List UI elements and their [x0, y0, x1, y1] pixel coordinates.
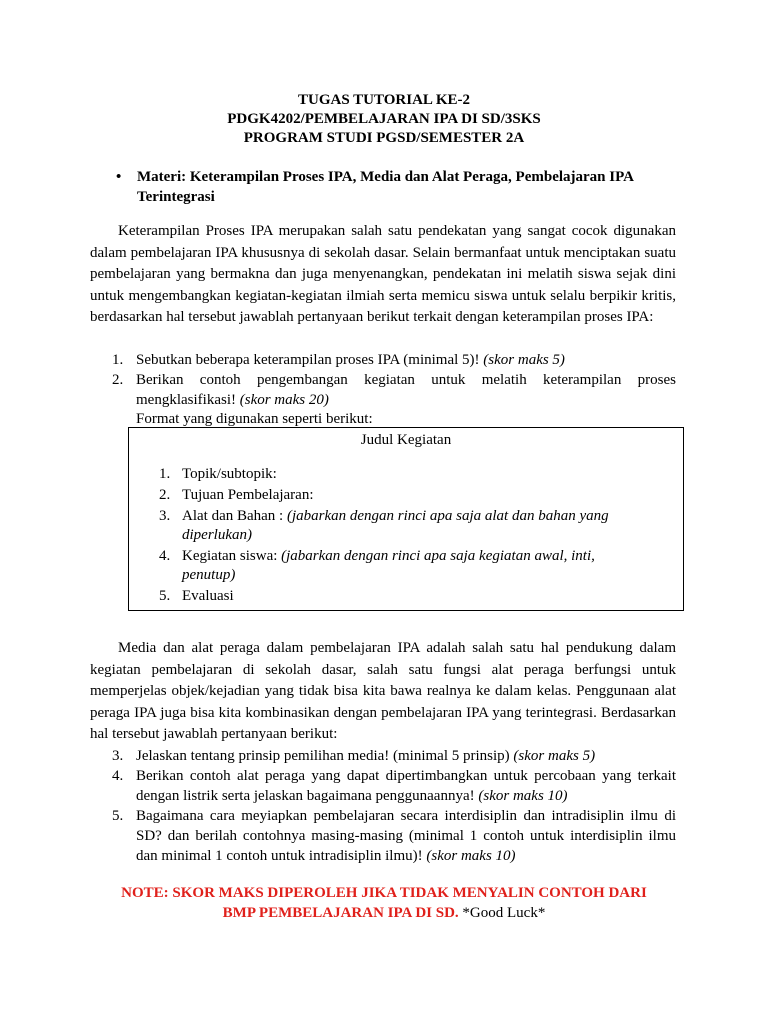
question-number: 4.	[112, 768, 124, 784]
question-text: Bagaimana cara meyiapkan pembelajaran secara interdisiplin dan intradisiplin ilmu di SD? dan berilah contohnya masing-masing (minimal 1 contoh untuk interdisiplin ilmu dan minimal 1 contoh untuk intradisiplin ilmu)!	[136, 808, 676, 864]
box-list-item	[129, 547, 683, 585]
question-score: (skor maks 10)	[478, 788, 568, 804]
question-number: 1.	[112, 352, 124, 368]
question-number: 5.	[112, 808, 124, 824]
question-list-1	[90, 350, 676, 410]
box-item-number: 5.	[159, 588, 171, 604]
question-item	[90, 806, 676, 866]
note-block	[0, 883, 768, 923]
question-list-2	[90, 746, 676, 866]
box-item-number: 4.	[159, 548, 171, 564]
media-paragraph: Media dan alat peraga dalam pembelajaran IPA adalah salah satu hal pendukung dalam kegiatan pembelajaran di sekolah dasar, salah satu fungsi alat peraga berfungsi untuk memperjelas objek/kejadian yang tidak bisa kita bawa realnya ke dalam kelas. Penggunaan alat peraga IPA juga bisa kita kombinasikan dengan pembelajaran IPA yang terintegrasi. Berdasarkan hal tersebut jawablah pertanyaan berikut:	[90, 640, 676, 743]
box-list-item	[129, 486, 683, 505]
question-item	[90, 350, 676, 370]
box-list	[129, 465, 683, 608]
box-item-number: 1.	[159, 466, 171, 482]
note-line-2	[0, 903, 768, 923]
document-header	[0, 91, 768, 148]
box-list-item	[129, 587, 683, 606]
header-title: TUGAS TUTORIAL KE-2	[298, 92, 470, 108]
header-course: PDGK4202/PEMBELAJARAN IPA DI SD/3SKS	[227, 111, 541, 127]
bullet-icon: •	[116, 169, 122, 185]
box-item-number: 2.	[159, 487, 171, 503]
question-text: Sebutkan beberapa keterampilan proses IPA (minimal 5)!	[136, 352, 484, 368]
question-score: (skor maks 5)	[513, 748, 596, 764]
box-item-note: (jabarkan dengan rinci apa saja kegiatan awal, inti, penutup)	[182, 548, 595, 583]
materi-bullet-item	[116, 167, 676, 207]
intro-paragraph: Keterampilan Proses IPA merupakan salah satu pendekatan yang sangat cocok digunakan dalam pembelajaran IPA khususnya di sekolah dasar. Selain bermanfaat untuk menciptakan suatu pembelajaran yang bermakna dan juga menyenangkan, pendekatan ini melatih siswa sejak dini untuk mengembangkan kegiatan-kegiatan ilmiah serta memicu siswa untuk selalu berpikir kritis, berdasarkan hal tersebut jawablah pertanyaan berikut terkait dengan keterampilan proses IPA:	[90, 223, 676, 326]
box-item-note: (jabarkan dengan rinci apa saja alat dan bahan yang diperlukan)	[182, 508, 609, 543]
header-program: PROGRAM STUDI PGSD/SEMESTER 2A	[243, 130, 525, 146]
box-item-text: Tujuan Pembelajaran:	[182, 487, 314, 503]
note-line-2-text: BMP PEMBELAJARAN IPA DI SD.	[222, 905, 459, 921]
box-item-text: Evaluasi	[182, 588, 234, 604]
good-luck-text: *Good Luck*	[458, 905, 546, 921]
question-number: 2.	[112, 372, 124, 388]
question-text: Berikan contoh pengembangan kegiatan untuk melatih keterampilan proses mengklasifikasi!	[136, 372, 676, 408]
box-item-number: 3.	[159, 508, 171, 524]
materi-text: Materi: Keterampilan Proses IPA, Media dan Alat Peraga, Pembelajaran IPA Terintegrasi	[137, 169, 634, 205]
note-line-1: NOTE: SKOR MAKS DIPEROLEH JIKA TIDAK MENYALIN CONTOH DARI	[121, 885, 647, 901]
question-item	[90, 746, 676, 766]
question-text: Jelaskan tentang prinsip pemilihan media! (minimal 5 prinsip)	[136, 748, 514, 764]
format-box	[128, 427, 684, 611]
box-list-item	[129, 507, 683, 545]
question-item	[90, 766, 676, 806]
question-item	[90, 370, 676, 410]
box-title: Judul Kegiatan	[360, 432, 452, 448]
question-score: (skor maks 5)	[483, 352, 565, 368]
question-text: Berikan contoh alat peraga yang dapat dipertimbangkan untuk percobaan yang terkait dengan listrik serta jelaskan bagaimana penggunaannya!	[136, 768, 676, 804]
format-caption: Format yang digunakan seperti berikut:	[136, 411, 373, 427]
question-number: 3.	[112, 748, 124, 764]
box-item-text: Kegiatan siswa:	[182, 548, 282, 564]
question-score: (skor maks 20)	[239, 392, 329, 408]
box-item-text: Topik/subtopik:	[182, 466, 277, 482]
box-list-item	[129, 465, 683, 484]
box-item-text: Alat dan Bahan :	[182, 508, 287, 524]
question-score: (skor maks 10)	[426, 848, 516, 864]
